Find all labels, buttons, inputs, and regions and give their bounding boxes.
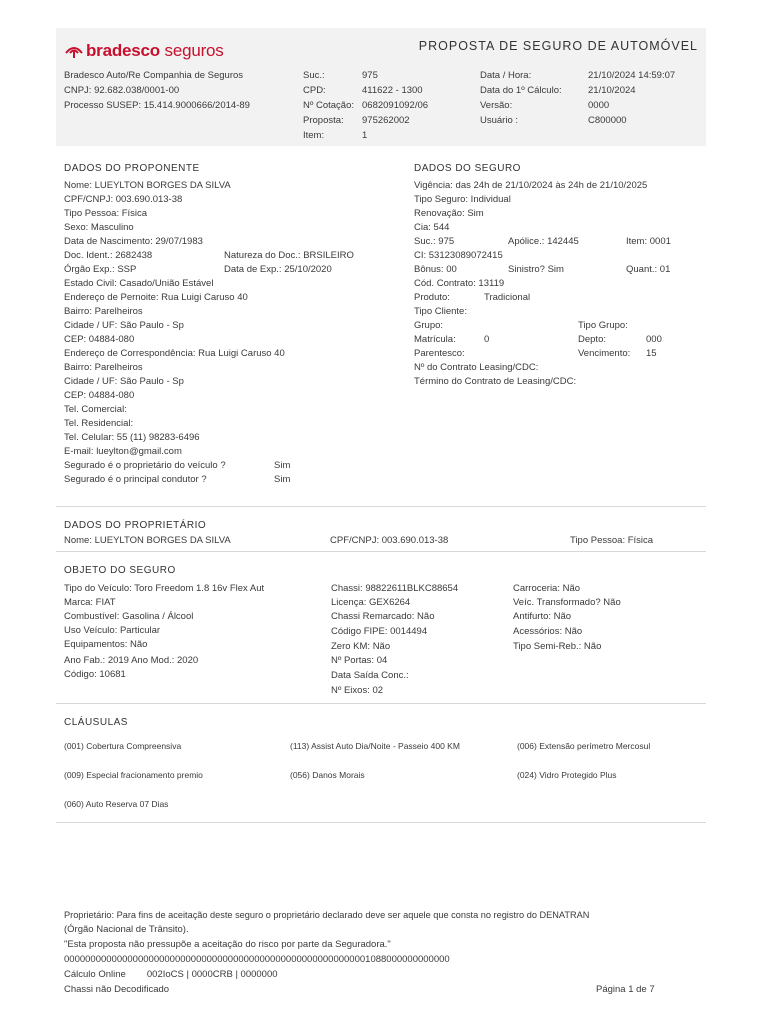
proponente-data-exp: Data de Exp.: 25/10/2020 (224, 264, 332, 275)
objeto-codigo-fipe: Código FIPE: 0014494 (331, 626, 428, 637)
seguro-contrato-leasing: Nº do Contrato Leasing/CDC: (414, 362, 539, 373)
proponente-tel-celular: Tel. Celular: 55 (11) 98283-6496 (64, 432, 200, 443)
objeto-transformado: Veíc. Transformado? Não (513, 597, 621, 608)
footer-code-line: 0000000000000000000000000000000000000000000000000000000001088000000000000 (64, 954, 450, 965)
seguro-suc: Suc.: 975 (414, 236, 455, 247)
clausula-item: (060) Auto Reserva 07 Dias (64, 799, 169, 809)
seguro-produto-value: Tradicional (484, 292, 531, 303)
proponente-cidade-pernoite: Cidade / UF: São Paulo - Sp (64, 320, 184, 331)
document-title: PROPOSTA DE SEGURO DE AUTOMÓVEL (418, 39, 698, 53)
objeto-eixos: Nº Eixos: 02 (331, 685, 384, 696)
proponente-nascimento: Data de Nascimento: 29/07/1983 (64, 236, 203, 247)
objeto-ano: Ano Fab.: 2019 Ano Mod.: 2020 (64, 655, 199, 666)
objeto-uso: Uso Veículo: Particular (64, 625, 161, 636)
brand-name: bradesco (86, 41, 160, 60)
footer-chassi-status: Chassi não Decodificado (64, 984, 170, 995)
cpd-value: 411622 - 1300 (362, 85, 423, 96)
proposta-value: 975262002 (362, 115, 410, 126)
clausula-item: (024) Vidro Protegido Plus (517, 770, 617, 780)
usuario-label: Usuário : (480, 115, 519, 126)
proponente-bairro-pernoite: Bairro: Parelheiros (64, 306, 143, 317)
suc-value: 975 (362, 70, 378, 81)
seguro-renovacao: Renovação: Sim (414, 208, 484, 219)
seguro-cia: Cia: 544 (414, 222, 450, 233)
data-calculo-value: 21/10/2024 (588, 85, 636, 96)
proposta-label: Proposta: (303, 115, 344, 126)
proprietario-answer: Sim (274, 460, 291, 471)
bradesco-tree-icon (64, 43, 84, 59)
clausula-item: (113) Assist Auto Dia/Noite - Passeio 400 KM (290, 741, 460, 751)
footer-note-line: Proprietário: Para fins de aceitação deste seguro o proprietário declarado deve ser aquele que consta no registro do DENATRAN (64, 910, 590, 920)
cpd-label: CPD: (303, 85, 326, 96)
divider (56, 551, 706, 552)
proponente-estado-civil: Estado Civil: Casado/União Estável (64, 278, 214, 289)
proponente-cpf: CPF/CNPJ: 003.690.013-38 (64, 194, 183, 205)
objeto-equipamentos: Equipamentos: Não (64, 639, 148, 650)
cotacao-value: 0682091092/06 (362, 100, 429, 111)
seguro-matricula-value: 0 (484, 334, 490, 345)
seguro-ci: CI: 53123089072415 (414, 250, 503, 261)
cotacao-label: Nº Cotação: (303, 100, 354, 111)
clausula-item: (001) Cobertura Compreensiva (64, 741, 182, 751)
item-label: Item: (303, 130, 325, 141)
condutor-answer: Sim (274, 474, 291, 485)
proponente-doc-ident: Doc. Ident.: 2682438 (64, 250, 153, 261)
objeto-marca: Marca: FIAT (64, 597, 116, 608)
section-title-clausulas: CLÁUSULAS (64, 717, 128, 728)
seguro-quant: Quant.: 01 (626, 264, 671, 275)
seguro-depto-value: 000 (646, 334, 662, 345)
clausula-item: (009) Especial fracionamento premio (64, 770, 203, 780)
versao-label: Versão: (480, 100, 513, 111)
divider (56, 506, 706, 507)
clausula-item: (056) Danos Morais (290, 770, 365, 780)
section-title-seguro: DADOS DO SEGURO (414, 163, 521, 174)
objeto-portas: Nº Portas: 04 (331, 655, 388, 666)
usuario-value: C800000 (588, 115, 627, 126)
objeto-combustivel: Combustível: Gasolina / Álcool (64, 611, 194, 622)
proponente-endereco-pernoite: Endereço de Pernoite: Rua Luigi Caruso 40 (64, 292, 248, 303)
proponente-orgao-exp: Órgão Exp.: SSP (64, 264, 137, 275)
proponente-sexo: Sexo: Masculino (64, 222, 134, 233)
versao-value: 0000 (588, 100, 610, 111)
footer-note-line: (Órgão Nacional de Trânsito). (64, 924, 189, 935)
seguro-parentesco: Parentesco: (414, 348, 465, 359)
seguro-tipo: Tipo Seguro: Individual (414, 194, 511, 205)
objeto-licenca: Licença: GEX6264 (331, 597, 411, 608)
objeto-semi-reb: Tipo Semi-Reb.: Não (513, 641, 602, 652)
seguro-bonus: Bônus: 00 (414, 264, 457, 275)
seguro-tipo-cliente: Tipo Cliente: (414, 306, 467, 317)
proponente-cep-pernoite: CEP: 04884-080 (64, 334, 135, 345)
data-calculo-label: Data do 1º Cálculo: (480, 85, 562, 96)
seguro-matricula-label: Matrícula: (414, 334, 456, 345)
item-value: 1 (362, 130, 368, 141)
proponente-cidade-correspondencia: Cidade / UF: São Paulo - Sp (64, 376, 184, 387)
objeto-data-saida: Data Saída Conc.: (331, 670, 409, 681)
proponente-email: E-mail: lueylton@gmail.com (64, 446, 182, 457)
suc-label: Suc.: (303, 70, 325, 81)
data-hora-value: 21/10/2024 14:59:07 (588, 70, 676, 81)
proponente-tipo-pessoa: Tipo Pessoa: Física (64, 208, 148, 219)
bradesco-logo (64, 40, 224, 63)
seguro-vigencia: Vigência: das 24h de 21/10/2024 às 24h de 21/10/2025 (414, 180, 648, 191)
proponente-tel-residencial: Tel. Residencial: (64, 418, 134, 429)
proponente-tel-comercial: Tel. Comercial: (64, 404, 127, 415)
divider (56, 822, 706, 823)
objeto-zero-km: Zero KM: Não (331, 641, 391, 652)
proponente-nome: Nome: LUEYLTON BORGES DA SILVA (64, 180, 231, 191)
seguro-produto-label: Produto: (414, 292, 450, 303)
seguro-tipo-grupo: Tipo Grupo: (578, 320, 628, 331)
proprietario-cpf: CPF/CNPJ: 003.690.013-38 (330, 535, 449, 546)
seguro-sinistro: Sinistro? Sim (508, 264, 564, 275)
section-title-objeto: OBJETO DO SEGURO (64, 565, 176, 576)
proprietario-question: Segurado é o proprietário do veículo ? (64, 460, 226, 471)
objeto-tipo-veiculo: Tipo do Veículo: Toro Freedom 1.8 16v Flex Aut (64, 583, 265, 594)
processo-susep: Processo SUSEP: 15.414.9000666/2014-89 (64, 100, 250, 111)
objeto-acessorios: Acessórios: Não (513, 626, 583, 637)
objeto-carroceria: Carroceria: Não (513, 583, 581, 594)
proprietario-tipo-pessoa: Tipo Pessoa: Física (570, 535, 654, 546)
objeto-chassi-remarcado: Chassi Remarcado: Não (331, 611, 435, 622)
footer-disclaimer: "Esta proposta não pressupõe a aceitação do risco por parte da Seguradora." (64, 939, 391, 950)
section-title-proprietario: DADOS DO PROPRIETÁRIO (64, 520, 207, 531)
proponente-endereco-correspondencia: Endereço de Correspondência: Rua Luigi Caruso 40 (64, 348, 285, 359)
seguro-grupo: Grupo: (414, 320, 444, 331)
proponente-natureza-doc: Natureza do Doc.: BRSILEIRO (224, 250, 354, 261)
divider (56, 703, 706, 704)
page-number: Página 1 de 7 (596, 984, 655, 995)
section-title-proponente: DADOS DO PROPONENTE (64, 163, 200, 174)
proprietario-nome: Nome: LUEYLTON BORGES DA SILVA (64, 535, 231, 546)
seguro-cod-contrato: Cód. Contrato: 13119 (414, 278, 505, 289)
company-cnpj: CNPJ: 92.682.038/0001-00 (64, 85, 180, 96)
objeto-codigo: Código: 10681 (64, 669, 126, 680)
data-hora-label: Data / Hora: (480, 70, 532, 81)
proponente-bairro-correspondencia: Bairro: Parelheiros (64, 362, 143, 373)
company-name: Bradesco Auto/Re Companhia de Seguros (64, 70, 244, 81)
clausula-item: (006) Extensão perímetro Mercosul (517, 741, 651, 751)
objeto-chassi: Chassi: 98822611BLKC88654 (331, 583, 459, 594)
seguro-item: Item: 0001 (626, 236, 671, 247)
footer-calculo-online: Cálculo Online 002IoCS | 0000CRB | 0000000 (64, 969, 278, 980)
brand-suffix: seguros (164, 41, 224, 60)
seguro-depto-label: Depto: (578, 334, 606, 345)
condutor-question: Segurado é o principal condutor ? (64, 474, 207, 485)
seguro-vencimento-label: Vencimento: (578, 348, 631, 359)
objeto-antifurto: Antifurto: Não (513, 611, 572, 622)
seguro-termino-leasing: Término do Contrato de Leasing/CDC: (414, 376, 577, 387)
seguro-vencimento-value: 15 (646, 348, 657, 359)
proponente-cep-correspondencia: CEP: 04884-080 (64, 390, 135, 401)
seguro-apolice: Apólice.: 142445 (508, 236, 579, 247)
